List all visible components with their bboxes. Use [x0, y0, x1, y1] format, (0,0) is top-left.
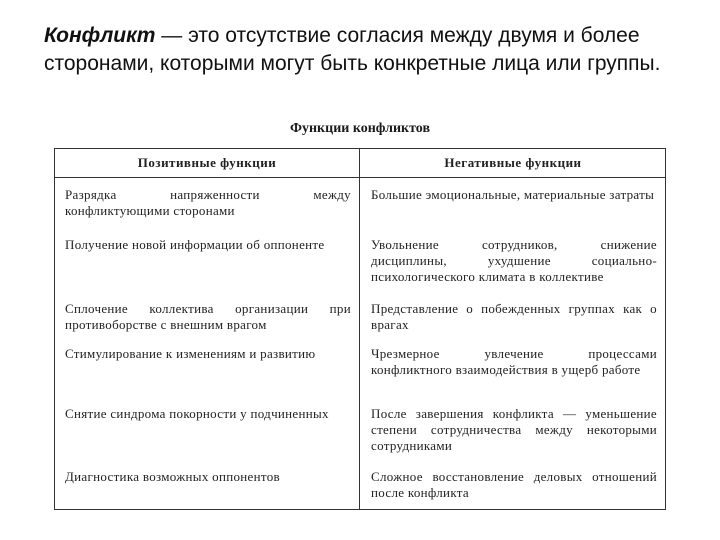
negative-function-2: Увольнение сотрудников, снижение дисциплины, ухудшение социально-психологического климата в коллективе [371, 237, 657, 284]
negative-function-4: Чрезмерное увлечение процессами конфликтного взаимодействия в ущерб работе [371, 346, 657, 377]
table-header-row [55, 149, 665, 178]
negative-function-6: Сложное восстановление деловых отношений после конфликта [371, 469, 657, 500]
positive-function-6: Диагностика возможных оппонентов [65, 469, 280, 484]
negative-function-3: Представление о побежденных группах как о врагах [371, 301, 657, 332]
positive-function-5: Снятие синдрома покорности у подчиненных [65, 406, 329, 421]
header-positive-functions: Позитивные функции [137, 155, 277, 170]
intro-term: Конфликт [44, 24, 156, 47]
intro-paragraph [44, 22, 684, 78]
positive-function-4: Стимулирование к изменениям и развитию [65, 346, 316, 361]
positive-function-3: Сплочение коллектива организации при противоборстве с внешним врагом [65, 301, 351, 332]
column-divider [359, 149, 360, 509]
intro-definition: — это отсутствие согласия между двумя и более сторонами, которыми могут быть конкретные лица или группы. [44, 24, 661, 75]
functions-table [54, 148, 666, 510]
positive-function-2: Получение новой информации об оппоненте [65, 237, 325, 252]
positive-function-1: Разрядка напряженности между конфликтующими сторонами [65, 187, 351, 218]
negative-function-5: После завершения конфликта — уменьшение степени сотрудничества между некоторыми сотрудниками [371, 406, 657, 453]
table-title: Функции конфликтов [289, 121, 431, 136]
negative-function-1: Большие эмоциональные, материальные затраты [371, 187, 655, 202]
header-negative-functions: Негативные функции [444, 155, 582, 170]
